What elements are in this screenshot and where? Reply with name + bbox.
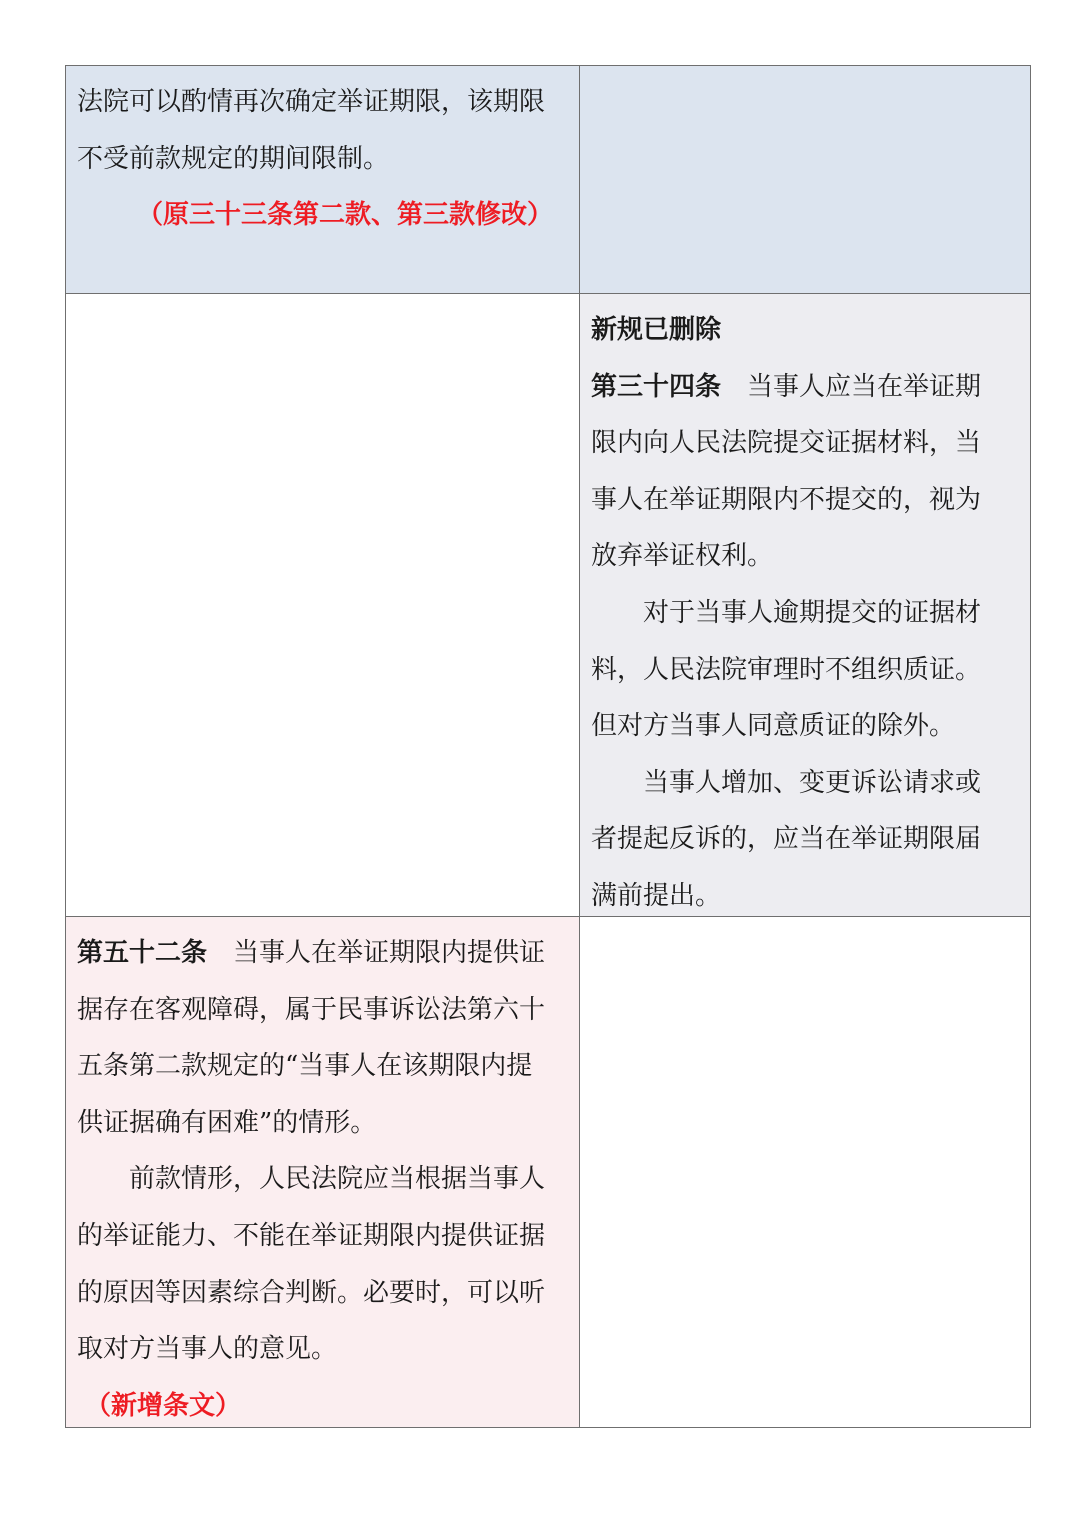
text-line: 五条第二款规定的“当事人在该期限内提: [77, 1051, 533, 1082]
text-line: 满前提出。: [591, 880, 722, 911]
text-line: 料，人民法院审理时不组织质证。: [591, 654, 982, 685]
article-text: 当事人应当在举证期: [747, 371, 982, 402]
text-line: 对于当事人逾期提交的证据材: [643, 597, 982, 628]
text-line: 不受前款规定的期间限制。: [77, 143, 390, 174]
revision-note: （原三十三条第二款、第三款修改）: [137, 200, 554, 231]
text-line: [591, 359, 1019, 416]
text-line: 者提起反诉的，应当在举证期限届: [591, 824, 982, 855]
old-rule-cell: [66, 66, 580, 293]
revision-note: （新增条文）: [85, 1390, 242, 1421]
new-rule-cell: [580, 294, 1030, 916]
text-line: 供证据确有困难”的情形。: [77, 1107, 377, 1138]
text-line: 限内向人民法院提交证据材料，当: [591, 428, 982, 459]
old-rule-cell: [66, 294, 580, 916]
text-line: 法院可以酌情再次确定举证期限，该期限: [77, 87, 546, 117]
article-label: 第三十四条: [591, 371, 722, 402]
text-line: 的原因等因素综合判断。必要时，可以听: [77, 1277, 546, 1308]
old-rule-cell: [66, 917, 580, 1427]
comparison-table: [65, 65, 1031, 1428]
deleted-heading: 新规已删除: [591, 315, 722, 345]
text-line: [77, 925, 568, 982]
text-line: 事人在举证期限内不提交的，视为: [591, 484, 982, 515]
article-text: 当事人在举证期限内提供证: [233, 938, 546, 968]
text-line: 取对方当事人的意见。: [77, 1334, 338, 1365]
text-line: 放弃举证权利。: [591, 541, 774, 572]
text-line: 的举证能力、不能在举证期限内提供证据: [77, 1220, 546, 1251]
text-line: 据存在客观障碍，属于民事诉讼法第六十: [77, 994, 546, 1025]
new-rule-cell: [580, 66, 1030, 293]
table-row: [66, 917, 1030, 1427]
table-row: [66, 66, 1030, 294]
table-row: [66, 294, 1030, 917]
text-line: 当事人增加、变更诉讼请求或: [643, 767, 982, 798]
new-rule-cell: [580, 917, 1030, 1427]
text-line: 前款情形，人民法院应当根据当事人: [129, 1164, 546, 1195]
text-line: 但对方当事人同意质证的除外。: [591, 711, 956, 742]
article-label: 第五十二条: [77, 938, 208, 968]
